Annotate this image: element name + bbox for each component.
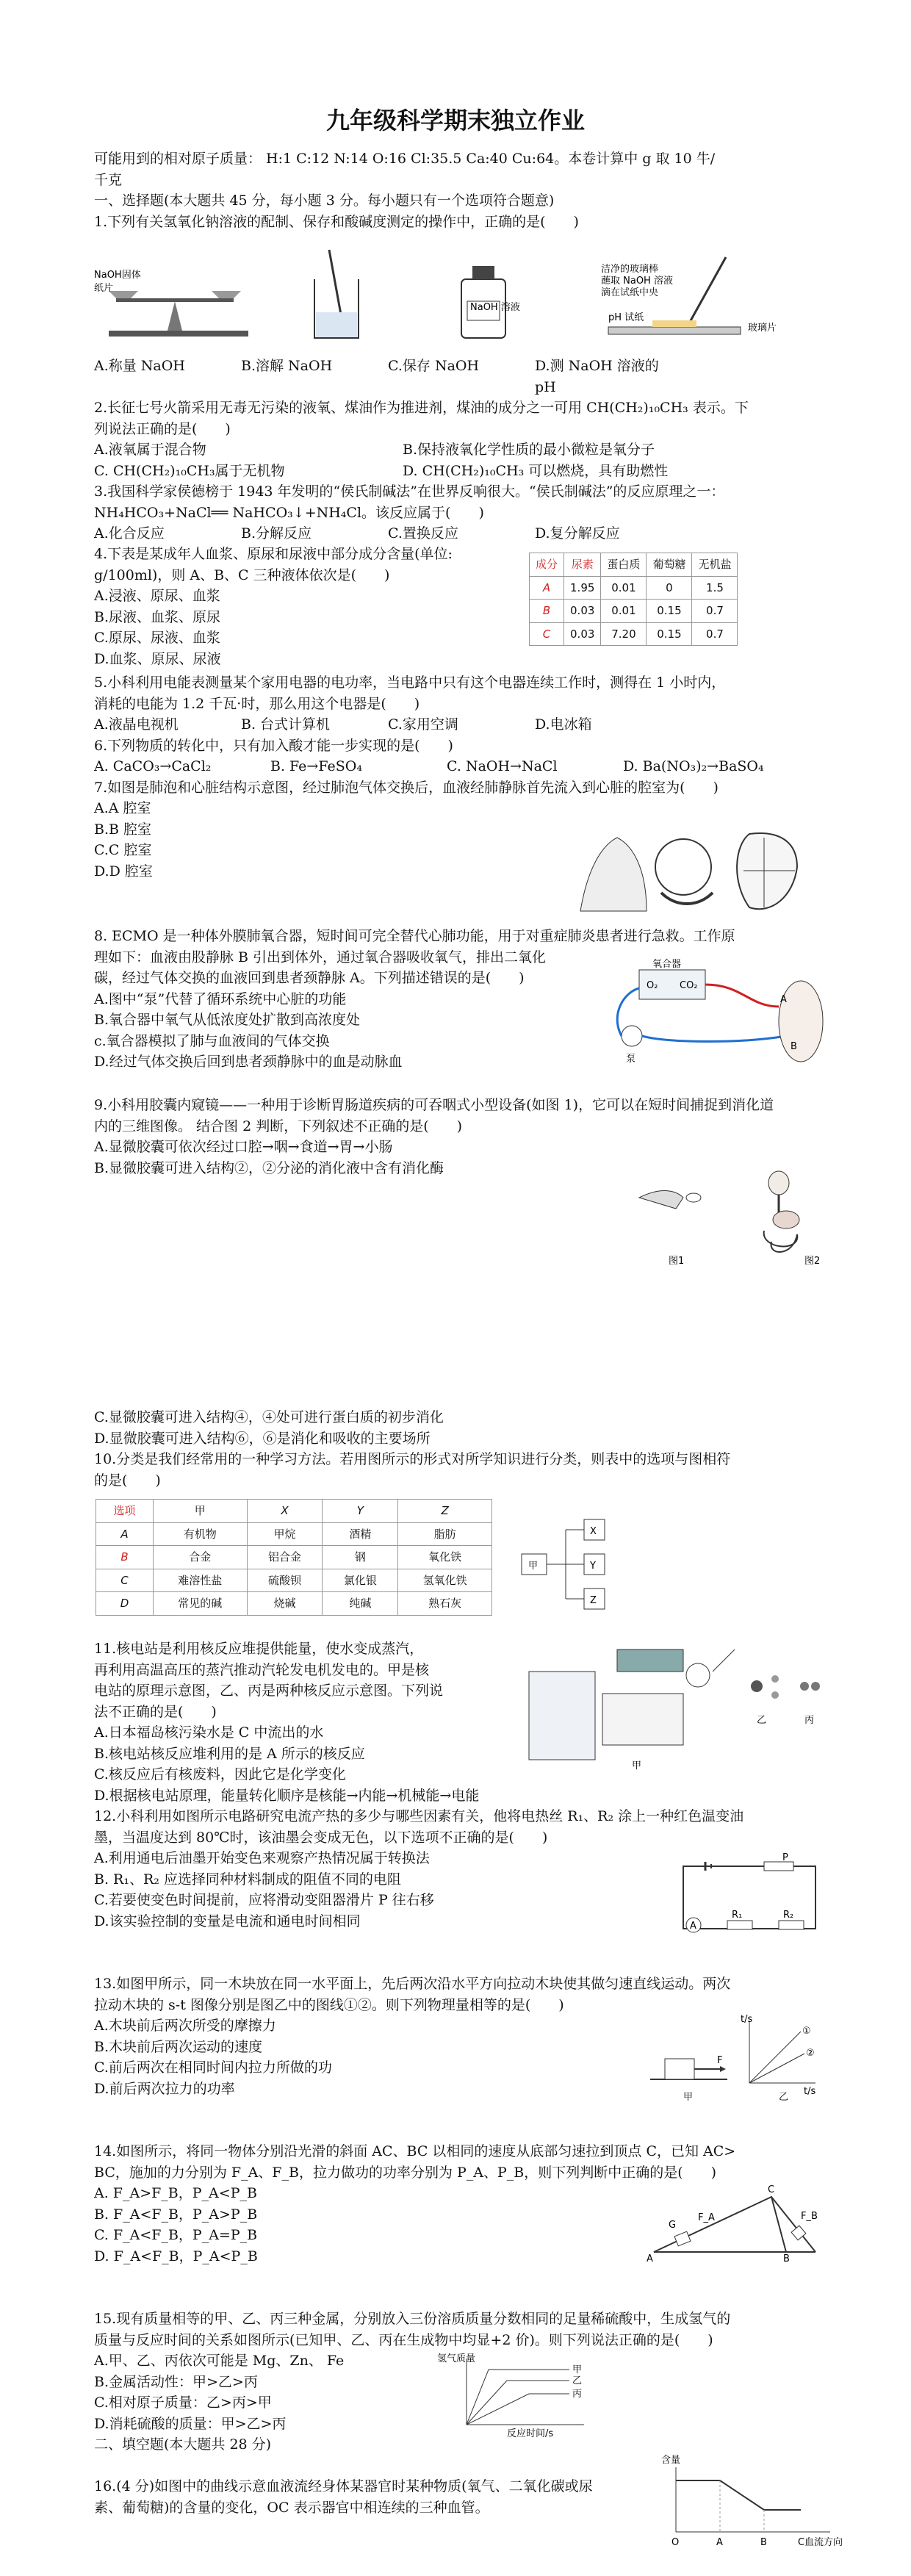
table-cell: 烧碱 bbox=[247, 1592, 323, 1616]
fig-label: NaOH 溶液 bbox=[470, 302, 520, 313]
option: A.液晶电视机 bbox=[94, 716, 179, 733]
axis-label: t/s bbox=[741, 2014, 753, 2025]
balance-stand-icon bbox=[168, 301, 182, 331]
option: B.显微胶囊可进入结构②，②分泌的消化液中含有消化酶 bbox=[94, 1159, 444, 1176]
table-header-row bbox=[530, 553, 738, 577]
glass-rod-icon bbox=[689, 257, 726, 323]
question-stem: 15.现有质量相等的甲、乙、丙三种金属，分别放入三份溶质质量分数相同的足量稀硫酸中，生成氢气的 bbox=[94, 2311, 731, 2327]
fig-label: R₁ bbox=[732, 1910, 743, 1921]
heart-icon bbox=[737, 833, 797, 909]
option: D. CH(CH₂)₁₀CH₃ 可以燃烧，具有助燃性 bbox=[403, 462, 669, 479]
diagram-label: 甲 bbox=[528, 1561, 539, 1572]
option: A. F_A>F_B，P_A<P_B bbox=[94, 2185, 257, 2201]
fig-label: B bbox=[783, 2253, 790, 2264]
hand-icon bbox=[639, 1191, 683, 1209]
question-stem: 10.分类是我们经常用的一种学习方法。若用图所示的形式对所学知识进行分类，则表中的选项与图相符 bbox=[94, 1451, 731, 1467]
table-header: 蛋白质 bbox=[601, 553, 647, 577]
q1-figure bbox=[94, 250, 829, 353]
table-cell: A bbox=[530, 576, 564, 600]
table-header: X bbox=[247, 1500, 323, 1523]
question-stem: 拉动木块的 s-t 图像分别是图乙中的图线①②。则下列物理量相等的是( ) bbox=[94, 1996, 564, 2013]
question-stem: 素、葡萄糖)的含量的变化，OC 表示器官中相连续的三种血管。 bbox=[94, 2499, 489, 2516]
question-stem: 9.小科用胶囊内窥镜——一种用于诊断胃肠道疾病的可吞咽式小型设备(如图 1)，它可以在短时间捕捉到消化道 bbox=[94, 1097, 774, 1113]
option: D.测 NaOH 溶液的 pH bbox=[535, 358, 659, 395]
question-stem: 11.核电站是利用核反应堆提供能量，使水变成蒸汽， bbox=[94, 1641, 424, 1657]
option: A.甲、乙、丙依次可能是 Mg、Zn、 Fe bbox=[94, 2353, 345, 2369]
q10-diagram bbox=[514, 1514, 632, 1616]
option: D.前后两次拉力的功率 bbox=[94, 2080, 235, 2097]
intro-line: 千克 bbox=[94, 171, 123, 188]
table-cell: 硫酸钡 bbox=[247, 1569, 323, 1592]
building-icon bbox=[617, 1649, 683, 1672]
question-stem: 6.下列物质的转化中，只有加入酸才能一步实现的是( ) bbox=[94, 737, 453, 754]
question-stem: 4.下表是某成年人血浆、原尿和尿液中部分成分含量(单位: bbox=[94, 546, 453, 562]
option: B.木块前后两次运动的速度 bbox=[94, 2038, 263, 2055]
axis-label: 氢气质量 bbox=[437, 2353, 476, 2364]
question-stem: 3.我国科学家侯德榜于 1943 年发明的“侯氏制碱法”在世界反响很大。“侯氏制碱法”的反应原理之一： bbox=[94, 483, 725, 500]
fig-label: F_A bbox=[698, 2212, 715, 2223]
option: A.称量 NaOH bbox=[94, 358, 185, 374]
power-line-icon bbox=[713, 1649, 735, 1672]
fig-label: 甲 bbox=[632, 1760, 642, 1771]
axis-label: t/s bbox=[804, 2086, 816, 2097]
fig-label: pH 试纸 bbox=[608, 312, 644, 323]
balance-base-icon bbox=[109, 331, 248, 337]
block-icon bbox=[665, 2059, 694, 2079]
fig-label: 氧合器 bbox=[652, 959, 682, 970]
liquid-icon bbox=[316, 312, 357, 337]
resistor-icon bbox=[779, 1921, 804, 1929]
option: C.原尿、尿液、血浆 bbox=[94, 630, 220, 646]
table-cell: 氢氧化铁 bbox=[398, 1569, 492, 1592]
series-line bbox=[749, 2054, 804, 2083]
q13-figure bbox=[647, 2013, 823, 2109]
series-line bbox=[676, 2480, 801, 2510]
q9-q10 bbox=[94, 1407, 845, 1491]
question-stem: 13.如图甲所示，同一木块放在同一水平面上，先后两次沿水平方向拉动木块使其做匀速直线运动。两次 bbox=[94, 1976, 731, 1992]
series-line bbox=[467, 2394, 569, 2425]
q16 bbox=[94, 2476, 617, 2518]
q7-figure bbox=[573, 823, 808, 918]
question-stem: 碳，经过气体交换的血液回到患者颈静脉 A。下列描述错误的是( ) bbox=[94, 970, 525, 986]
table-header: 无机盐 bbox=[692, 553, 738, 577]
question-stem: 1.下列有关氢氧化钠溶液的配制、保存和酸碱度测定的操作中，正确的是( ) bbox=[94, 213, 579, 230]
classification-table bbox=[96, 1499, 492, 1616]
fig-label: 丙 bbox=[804, 1715, 815, 1726]
composition-table bbox=[529, 553, 738, 646]
option: A. CaCO₃→CaCl₂ bbox=[94, 758, 212, 774]
fig-label: 图1 bbox=[669, 1256, 685, 1267]
table-cell: 熟石灰 bbox=[398, 1592, 492, 1616]
fig-label: O₂ bbox=[647, 980, 658, 991]
fig-label: G bbox=[669, 2220, 677, 2231]
atom-icon bbox=[751, 1680, 763, 1692]
option: C.显微胶囊可进入结构④，④处可进行蛋白质的初步消化 bbox=[94, 1409, 444, 1425]
question-stem: BC，施加的力分别为 F_A、F_B，拉力做功的功率分别为 P_A、P_B，则下列判断中正确的是( ) bbox=[94, 2164, 717, 2181]
table-row bbox=[96, 1522, 492, 1546]
intro bbox=[94, 148, 845, 232]
table-cell: 酒精 bbox=[323, 1522, 398, 1546]
fig-label: A bbox=[690, 1921, 696, 1932]
table-cell: B bbox=[96, 1546, 154, 1569]
turbine-hall-icon bbox=[602, 1694, 683, 1745]
question-stem: 理如下：血液由股静脉 B 引出到体外，通过氧合器吸收氧气，排出二氧化 bbox=[94, 949, 547, 965]
table-cell: 0 bbox=[647, 576, 692, 600]
q16-figure bbox=[661, 2451, 852, 2554]
fig-label: F bbox=[717, 2055, 723, 2066]
table-cell: B bbox=[530, 600, 564, 623]
fig-label: A bbox=[780, 994, 787, 1005]
question-stem: 7.如图是肺泡和心脏结构示意图，经过肺泡气体交换后，血液经肺静脉首先流入到心脏的腔室为( ) bbox=[94, 779, 719, 796]
option: B.金属活动性：甲>乙>丙 bbox=[94, 2373, 258, 2390]
series-label: ② bbox=[806, 2048, 815, 2059]
diagram-label: Z bbox=[590, 1595, 597, 1606]
block-icon bbox=[674, 2231, 691, 2246]
fig-label: 乙 bbox=[757, 1715, 767, 1726]
option: A.图中“泵”代替了循环系统中心脏的功能 bbox=[94, 990, 347, 1007]
table-cell: 0.7 bbox=[692, 622, 738, 646]
tick-label: B bbox=[760, 2537, 767, 2548]
options-row bbox=[94, 356, 845, 397]
q12-figure bbox=[676, 1852, 823, 1940]
question-stem: g/100ml)，则 A、B、C 三种液体依次是( ) bbox=[94, 566, 390, 583]
table-cell: 难溶性盐 bbox=[153, 1569, 247, 1592]
option: A.A 腔室 bbox=[94, 800, 151, 816]
question-stem: 12.小科利用如图所示电路研究电流产热的多少与哪些因素有关，他将电热丝 R₁、R₂ 涂上一种红色温变油 bbox=[94, 1808, 744, 1824]
venous-line-icon bbox=[642, 1036, 786, 1042]
option: C.核反应后有核废料，因此它是化学变化 bbox=[94, 1766, 346, 1782]
q1-q3 bbox=[94, 356, 845, 544]
options-row bbox=[94, 523, 845, 544]
axis-label: 含量 bbox=[661, 2455, 681, 2466]
option: D.经过气体交换后回到患者颈静脉中的血是动脉血 bbox=[94, 1054, 403, 1070]
series-label: 丙 bbox=[572, 2389, 583, 2400]
rheostat-icon bbox=[764, 1862, 793, 1871]
table-header: 甲 bbox=[153, 1500, 247, 1523]
table-cell: 1.5 bbox=[692, 576, 738, 600]
head-icon bbox=[768, 1171, 789, 1195]
table-cell: D bbox=[96, 1592, 154, 1616]
question-stem: NH₄HCO₃+NaCl══ NaHCO₃↓+NH₄Cl。该反应属于( ) bbox=[94, 504, 484, 521]
table-row bbox=[530, 622, 738, 646]
option: D.电冰箱 bbox=[535, 716, 592, 733]
q15-figure bbox=[437, 2351, 599, 2439]
option: B. Fe→FeSO₄ bbox=[270, 758, 362, 774]
table-cell: 铝合金 bbox=[247, 1546, 323, 1569]
q4 bbox=[94, 544, 500, 669]
table-cell: 0.7 bbox=[692, 600, 738, 623]
table-cell: 合金 bbox=[153, 1546, 247, 1569]
q14-figure bbox=[647, 2182, 823, 2263]
option: B.B 腔室 bbox=[94, 821, 152, 838]
question-stem: 再利用高温高压的蒸汽推动汽轮发电机发电的。甲是核 bbox=[94, 1661, 430, 1678]
reactor-icon bbox=[529, 1672, 595, 1760]
option: D.该实验控制的变量是电流和通电时间相同 bbox=[94, 1913, 361, 1929]
table-row bbox=[96, 1569, 492, 1592]
table-cell: 甲烷 bbox=[247, 1522, 323, 1546]
question-stem: 14.如图所示，将同一物体分别沿光滑的斜面 AC、BC 以相同的速度从底部匀速拉到顶点 C，已知 AC> bbox=[94, 2143, 736, 2159]
table-cell: 0.15 bbox=[647, 622, 692, 646]
question-stem: 质量与反应时间的关系如图所示(已知甲、乙、丙在生成物中均显+2 价)。则下列说法正确的是( ) bbox=[94, 2331, 713, 2348]
table-row bbox=[96, 1592, 492, 1616]
fig-label: F_B bbox=[801, 2211, 818, 2222]
q9-figure bbox=[632, 1168, 838, 1271]
q10-table-wrap bbox=[96, 1499, 492, 1616]
options-row bbox=[94, 756, 845, 777]
q9 bbox=[94, 1095, 845, 1179]
question-stem: 16.(4 分)如图中的曲线示意血液流经身体某器官时某种物质(氧气、二氧化碳或尿 bbox=[94, 2478, 593, 2494]
options-row bbox=[94, 714, 845, 735]
option: B. R₁、R₂ 应选择同种材料制成的阻值不同的电阻 bbox=[94, 1871, 401, 1888]
table-header: Z bbox=[398, 1500, 492, 1523]
option: A.液氧属于混合物 bbox=[94, 442, 206, 458]
table-cell: 0.03 bbox=[564, 600, 601, 623]
circuit-wire bbox=[683, 1866, 815, 1929]
table-header-row bbox=[96, 1500, 492, 1523]
option: A.利用通电后油墨开始变色来观察产热情况属于转换法 bbox=[94, 1850, 430, 1866]
stomach-icon bbox=[773, 1211, 799, 1228]
option: C. NaOH→NaCl bbox=[447, 758, 558, 774]
option: C. F_A<F_B，P_A=P_B bbox=[94, 2227, 258, 2243]
option: c.氧合器模拟了肺与血液间的气体交换 bbox=[94, 1032, 330, 1049]
table-cell: C bbox=[96, 1569, 154, 1592]
option: B.保持液氧化学性质的最小微粒是氧分子 bbox=[403, 442, 655, 458]
table-cell: 氧化铁 bbox=[398, 1546, 492, 1569]
page-title: 九年级科学期末独立作业 bbox=[325, 107, 585, 134]
resistor-icon bbox=[727, 1921, 752, 1929]
option: A.浸液、原尿、血浆 bbox=[94, 588, 220, 604]
fig-label: NaOH固体 bbox=[94, 270, 141, 281]
table-header: 葡萄糖 bbox=[647, 553, 692, 577]
fig-label: 洁净的玻璃棒 bbox=[601, 264, 659, 275]
option: A.日本福岛核污染水是 C 中流出的水 bbox=[94, 1724, 324, 1741]
option: C.C 腔室 bbox=[94, 842, 152, 858]
option: D.D 腔室 bbox=[94, 863, 153, 879]
tick-label: C bbox=[798, 2537, 805, 2548]
fig-label: 蘸取 NaOH 溶液 bbox=[601, 276, 673, 287]
options-row bbox=[94, 439, 845, 461]
fig-label: 乙 bbox=[779, 2092, 789, 2103]
option: D.血浆、原尿、尿液 bbox=[94, 650, 221, 667]
option: D. F_A<F_B，P_A<P_B bbox=[94, 2248, 258, 2264]
table-cell: 0.01 bbox=[601, 576, 647, 600]
fig-label: P bbox=[782, 1852, 788, 1863]
fig-label: A bbox=[647, 2253, 653, 2264]
q4-table-wrap bbox=[529, 553, 738, 646]
question-stem: 5.小科利用电能表测量某个家用电器的电功率，当电路中只有这个电器连续工作时，测得在 1 小时内， bbox=[94, 674, 726, 691]
glass-plate-icon bbox=[608, 327, 741, 334]
intro-line: 可能用到的相对原子质量： H:1 C:12 N:14 O:16 Cl:35.5 Ca:40 Cu:64。本卷计算中 g 取 10 牛/ bbox=[94, 151, 716, 167]
arterial-line-icon bbox=[705, 985, 779, 1007]
question-stem: 法不正确的是( ) bbox=[94, 1703, 217, 1720]
table-cell: 常见的碱 bbox=[153, 1592, 247, 1616]
table-cell: C bbox=[530, 622, 564, 646]
table-cell: 有机物 bbox=[153, 1522, 247, 1546]
q8-figure bbox=[610, 955, 830, 1073]
option: A.显微胶囊可依次经过口腔→咽→食道→胃→小肠 bbox=[94, 1139, 393, 1155]
alveolus-icon bbox=[655, 839, 711, 895]
option: D. Ba(NO₃)₂→BaSO₄ bbox=[623, 758, 764, 774]
fig-label: 纸片 bbox=[94, 283, 114, 294]
question-stem: 8. ECMO 是一种体外膜肺氧合器，短时间可完全替代心肺功能，用于对重症肺炎患者进行急救。工作原 bbox=[94, 928, 735, 944]
series-label: 乙 bbox=[572, 2375, 583, 2386]
question-stem: 的是( ) bbox=[94, 1472, 161, 1489]
table-cell: 钢 bbox=[323, 1546, 398, 1569]
option: C.若要使变色时间提前，应将滑动变阻器滑片 P 往右移 bbox=[94, 1892, 434, 1908]
option: B.分解反应 bbox=[241, 525, 312, 542]
lung-icon bbox=[580, 838, 647, 911]
table-cell: 纯碱 bbox=[323, 1592, 398, 1616]
fig-label: 泵 bbox=[626, 1054, 636, 1065]
option: B.氧合器中氧气从低浓度处扩散到高浓度处 bbox=[94, 1012, 361, 1028]
table-row bbox=[96, 1546, 492, 1569]
option: C. CH(CH₂)₁₀CH₃属于无机物 bbox=[94, 462, 285, 479]
table-cell: A bbox=[96, 1522, 154, 1546]
atom-icon bbox=[811, 1682, 820, 1691]
option: D.消耗硫酸的质量：甲>乙>丙 bbox=[94, 2415, 287, 2432]
table-cell: 氯化银 bbox=[323, 1569, 398, 1592]
fig-label: 甲 bbox=[683, 2092, 694, 2103]
question-stem: 墨，当温度达到 80℃时，该油墨会变成无色，以下选项不正确的是( ) bbox=[94, 1829, 548, 1846]
q11-figure bbox=[522, 1642, 830, 1774]
table-cell: 脂肪 bbox=[398, 1522, 492, 1546]
series-line bbox=[467, 2381, 569, 2425]
table-cell: 1.95 bbox=[564, 576, 601, 600]
option: A.化合反应 bbox=[94, 525, 165, 542]
tick-label: A bbox=[716, 2537, 723, 2548]
series-label: 甲 bbox=[572, 2364, 583, 2375]
table-cell: 7.20 bbox=[601, 622, 647, 646]
option: B. 台式计算机 bbox=[241, 716, 331, 733]
q11-stem bbox=[94, 1638, 514, 1722]
table-cell: 0.03 bbox=[564, 622, 601, 646]
axis-label: 血流方向 bbox=[804, 2537, 843, 2548]
section-heading: 一、选择题(本大题共 45 分，每小题 3 分。每小题只有一个选项符合题意) bbox=[94, 193, 555, 209]
options-row bbox=[94, 461, 845, 482]
option: B.溶解 NaOH bbox=[241, 358, 333, 374]
option: C.置换反应 bbox=[388, 525, 458, 542]
option: B.核电站核反应堆利用的是 A 所示的核反应 bbox=[94, 1745, 365, 1762]
series-label: ① bbox=[802, 2026, 811, 2037]
atom-icon bbox=[800, 1682, 809, 1691]
bottle-cap-icon bbox=[472, 266, 494, 279]
balance-beam-icon bbox=[116, 298, 234, 302]
capsule-icon bbox=[686, 1193, 701, 1202]
generator-icon bbox=[686, 1663, 710, 1687]
fig-label: C bbox=[768, 2184, 775, 2195]
table-cell: 0.01 bbox=[601, 600, 647, 623]
pump-icon bbox=[622, 1026, 642, 1046]
table-header: Y bbox=[323, 1500, 398, 1523]
arrowhead-icon bbox=[720, 2066, 726, 2072]
table-header: 成分 bbox=[530, 553, 564, 577]
question-stem: 2.长征七号火箭采用无毒无污染的液氧、煤油作为推进剂，煤油的成分之一可用 CH(CH₂)₁₀CH₃ 表示。下 bbox=[94, 400, 749, 416]
fig-label: B bbox=[791, 1041, 797, 1052]
fig-label: 玻璃片 bbox=[748, 323, 777, 334]
fig-label: CO₂ bbox=[680, 980, 698, 991]
table-header: 尿素 bbox=[564, 553, 601, 577]
axis-label: 反应时间/s bbox=[507, 2428, 554, 2439]
fig-label: 滴在试纸中央 bbox=[601, 287, 659, 298]
option: B. F_A<F_B，P_A>P_B bbox=[94, 2206, 258, 2223]
table-row bbox=[530, 600, 738, 623]
option: B.尿液、血浆、原尿 bbox=[94, 608, 221, 625]
option: C.家用空调 bbox=[388, 716, 458, 733]
atom-icon bbox=[771, 1691, 779, 1699]
series-line bbox=[749, 2032, 801, 2083]
table-cell: 0.15 bbox=[647, 600, 692, 623]
question-stem: 消耗的电能为 1.2 千瓦·时，那么用这个电器是( ) bbox=[94, 695, 420, 712]
atom-icon bbox=[771, 1675, 779, 1683]
table-header: 选项 bbox=[96, 1500, 154, 1523]
patient-icon bbox=[779, 981, 823, 1062]
tick-label: O bbox=[671, 2537, 680, 2548]
option: C.保存 NaOH bbox=[388, 358, 480, 374]
section-heading: 二、填空题(本大题共 28 分) bbox=[94, 2436, 272, 2453]
option: C.相对原子质量：乙>丙>甲 bbox=[94, 2395, 272, 2411]
diagram-label: Y bbox=[590, 1561, 596, 1572]
option: C.前后两次在相同时间内拉力所做的功 bbox=[94, 2059, 332, 2076]
question-stem: 列说法正确的是( ) bbox=[94, 420, 231, 437]
fig-label: R₂ bbox=[783, 1910, 794, 1921]
diagram-label: X bbox=[590, 1526, 597, 1537]
option: D.根据核电站原理，能量转化顺序是核能→内能→机械能→电能 bbox=[94, 1787, 480, 1804]
option: A.木块前后两次所受的摩擦力 bbox=[94, 2018, 276, 2034]
option: D.显微胶囊可进入结构⑥，⑥是消化和吸收的主要场所 bbox=[94, 1430, 431, 1447]
balance-pan-icon bbox=[212, 291, 241, 298]
table-row bbox=[530, 576, 738, 600]
intestine-icon bbox=[764, 1231, 798, 1252]
question-stem: 电站的原理示意图，乙、丙是两种核反应示意图。下列说 bbox=[94, 1683, 444, 1699]
question-stem: 内的三维图像。 结合图 2 判断，下列叙述不正确的是( ) bbox=[94, 1118, 463, 1134]
ph-paper-icon bbox=[652, 320, 696, 327]
series-line bbox=[467, 2370, 569, 2425]
fig-label: 图2 bbox=[804, 1256, 821, 1267]
option: D.复分解反应 bbox=[535, 525, 620, 542]
